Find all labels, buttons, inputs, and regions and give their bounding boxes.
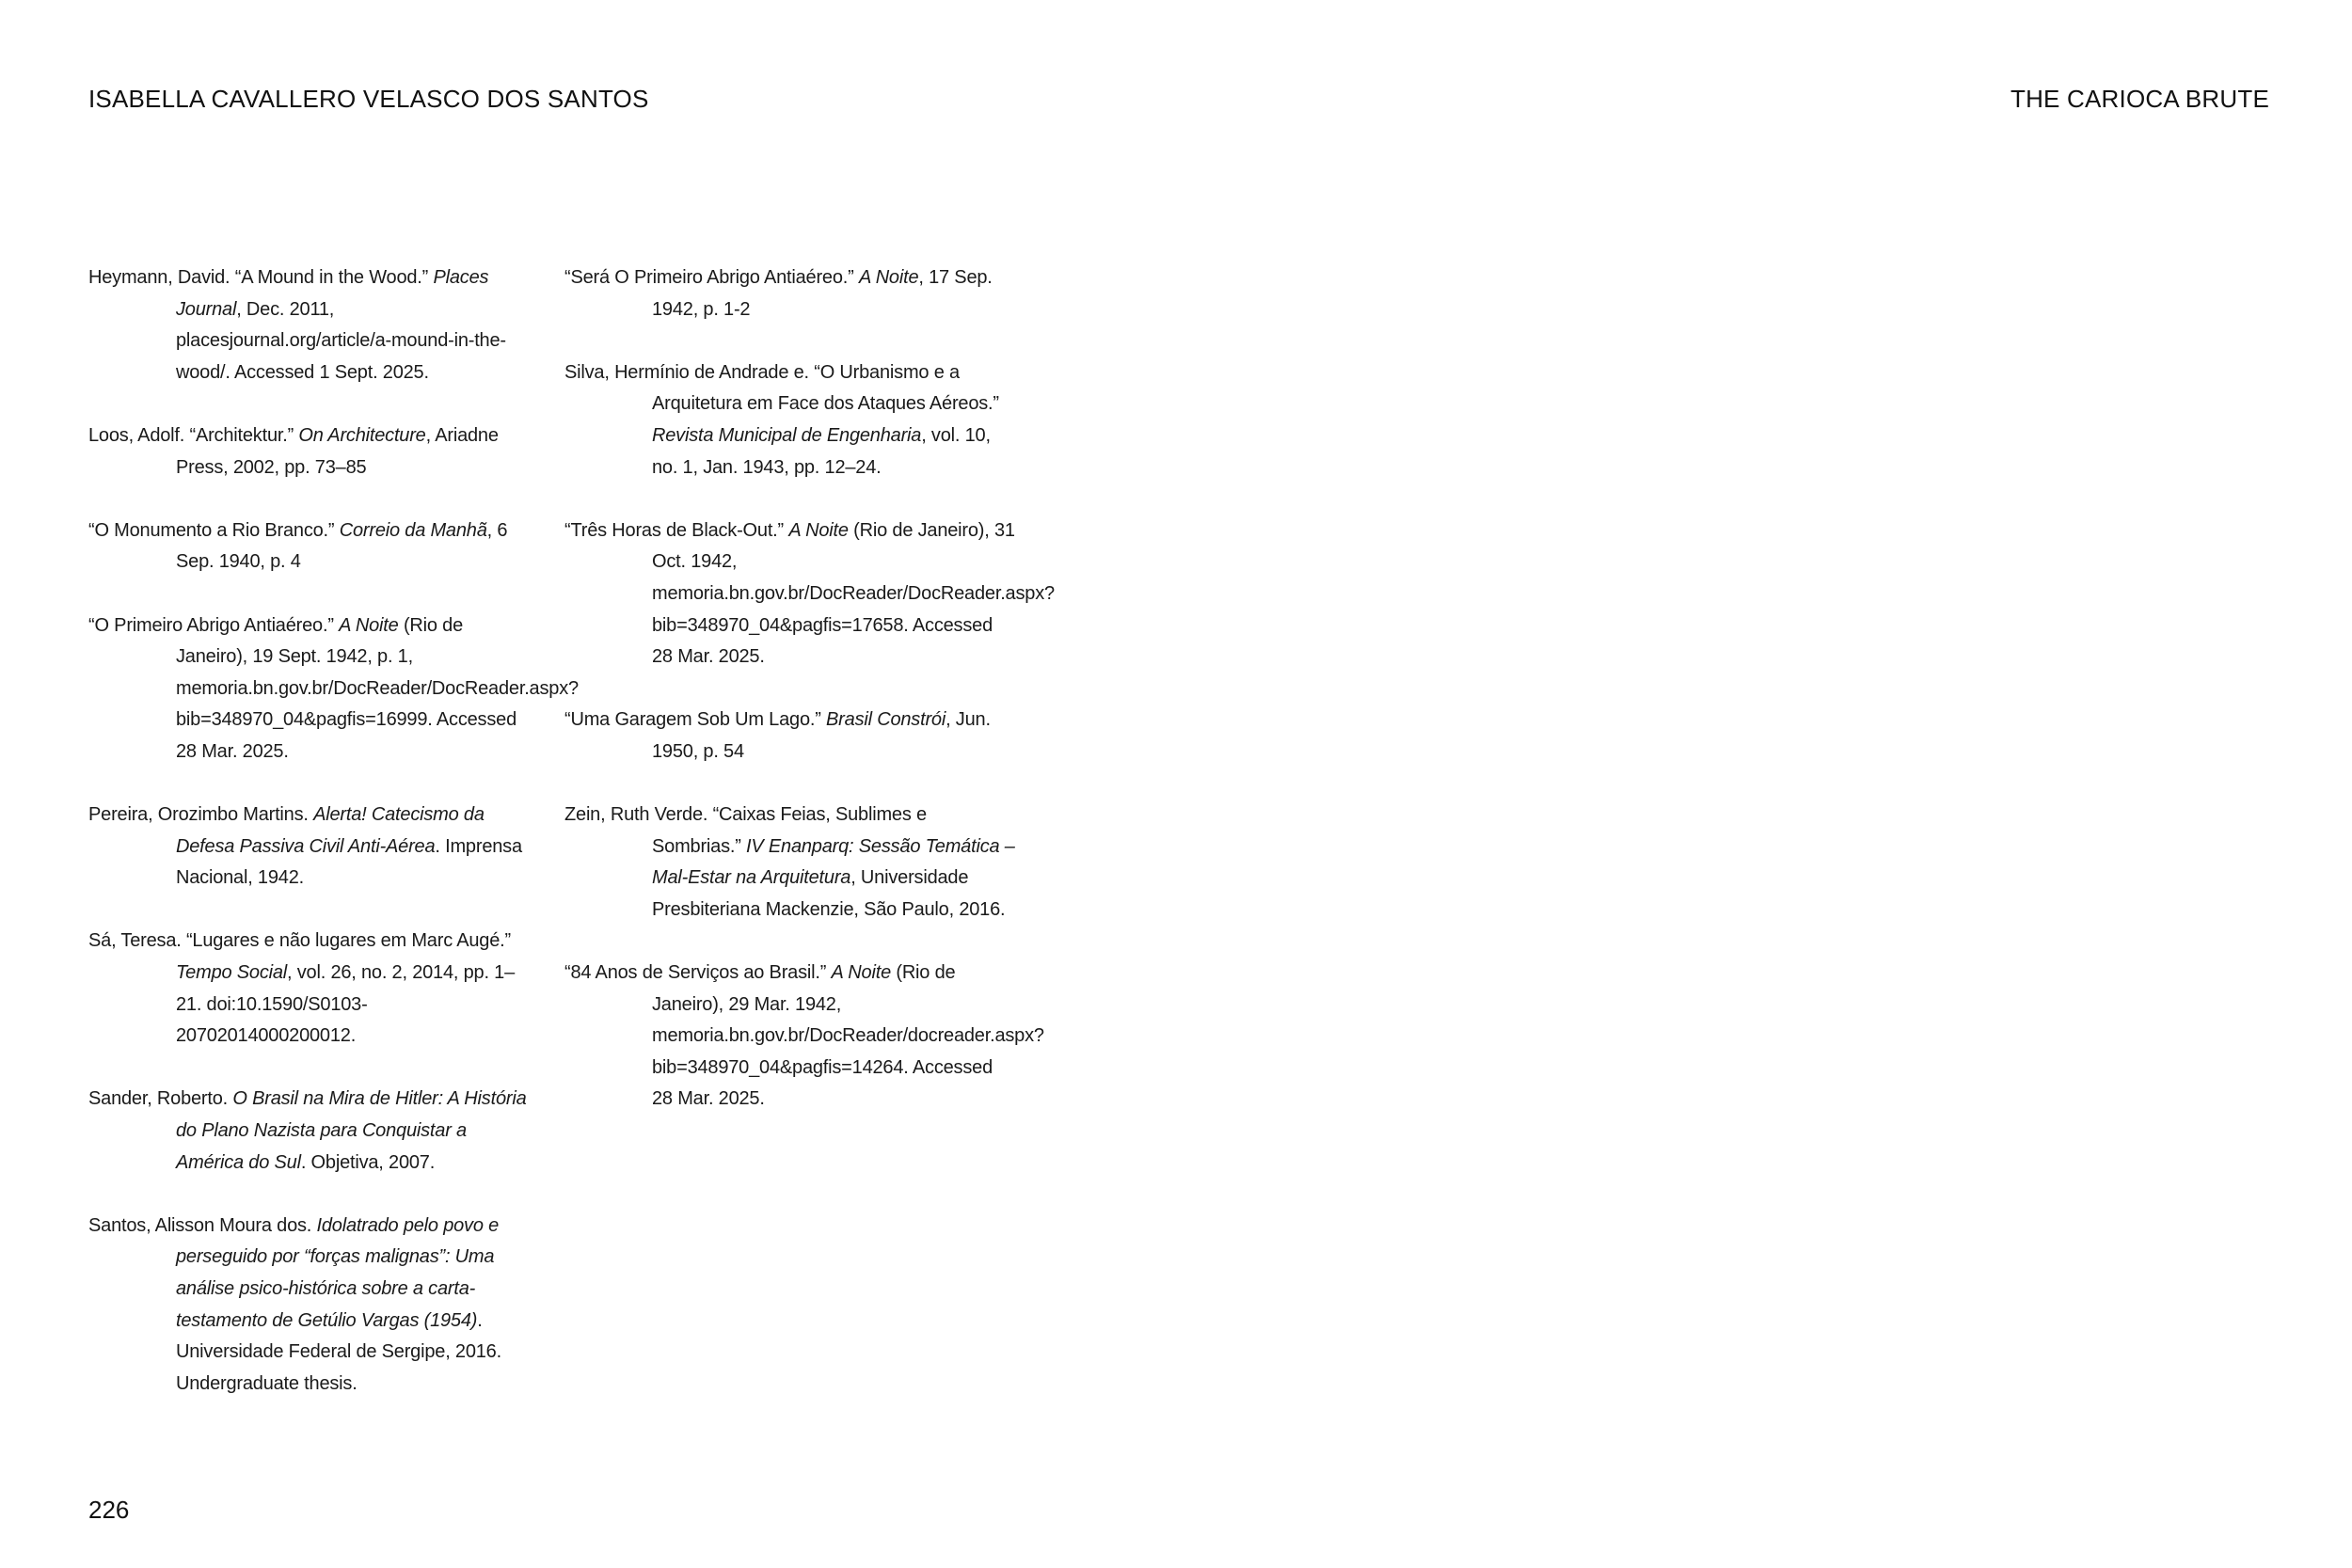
- bibliography-column-right: [564, 262, 1055, 1148]
- bibliography-entry: Loos, Adolf. “Architektur.” On Architecture, Ariadne Press, 2002, pp. 73–85: [88, 424, 499, 478]
- bibliography-entry: Pereira, Orozimbo Martins. Alerta! Catecismo da Defesa Passiva Civil Anti-Aérea. Imprensa Nacional, 1942.: [88, 804, 522, 889]
- bibliography-entry: Sá, Teresa. “Lugares e não lugares em Marc Augé.” Tempo Social, vol. 26, no. 2, 2014, pp. 1–21. doi:10.1590/S0103-20702014000200012.: [88, 930, 516, 1047]
- bibliography-entry: Sander, Roberto. O Brasil na Mira de Hitler: A História do Plano Nazista para Conquistar a América do Sul. Objetiva, 2007.: [88, 1088, 527, 1173]
- bibliography-entry: “Três Horas de Black-Out.” A Noite (Rio de Janeiro), 31 Oct. 1942, memoria.bn.gov.br/DocReader/DocReader.aspx?bib=348970_04&pagfis=17658. Accessed 28 Mar. 2025.: [564, 519, 1055, 668]
- bibliography-entry: Silva, Hermínio de Andrade e. “O Urbanismo e a Arquitetura em Face dos Ataques Aéreos.” Revista Municipal de Engenharia, vol. 10, no. 1, Jan. 1943, pp. 12–24.: [564, 361, 999, 478]
- bibliography-entry: “O Monumento a Rio Branco.” Correio da Manhã, 6 Sep. 1940, p. 4: [88, 519, 508, 573]
- bibliography-entry: “Será O Primeiro Abrigo Antiaéreo.” A Noite, 17 Sep. 1942, p. 1-2: [564, 267, 993, 320]
- page-number: 226: [88, 1496, 130, 1524]
- bibliography-column-left: [88, 262, 579, 1432]
- bibliography-entry: “O Primeiro Abrigo Antiaéreo.” A Noite (Rio de Janeiro), 19 Sept. 1942, p. 1, memoria.bn.gov.br/DocReader/DocReader.aspx?bib=348970_04&pagfis=16999. Accessed 28 Mar. 2025.: [88, 614, 579, 762]
- bibliography-entry: “Uma Garagem Sob Um Lago.” Brasil Constrói, Jun. 1950, p. 54: [564, 709, 991, 762]
- bibliography-entry: Heymann, David. “A Mound in the Wood.” Places Journal, Dec. 2011, placesjournal.org/article/a-mound-in-the-wood/. Accessed 1 Sept. 2025.: [88, 267, 506, 383]
- bibliography-entry: “84 Anos de Serviços ao Brasil.” A Noite (Rio de Janeiro), 29 Mar. 1942, memoria.bn.gov.br/DocReader/docreader.aspx?bib=348970_04&pagfis=14264. Accessed 28 Mar. 2025.: [564, 962, 1044, 1110]
- running-head-title: THE CARIOCA BRUTE: [2010, 85, 2269, 113]
- bibliography-entry: Santos, Alisson Moura dos. Idolatrado pelo povo e perseguido por “forças malignas”: Uma análise psico-histórica sobre a carta-testamento de Getúlio Vargas (1954). Universidade Federal de Sergipe, 2016. Undergraduate thesis.: [88, 1214, 501, 1394]
- bibliography-entry: Zein, Ruth Verde. “Caixas Feias, Sublimes e Sombrias.” IV Enanparq: Sessão Temática – Mal-Estar na Arquitetura, Universidade Presbiteriana Mackenzie, São Paulo, 2016.: [564, 804, 1015, 920]
- running-head-author: ISABELLA CAVALLERO VELASCO DOS SANTOS: [88, 85, 649, 113]
